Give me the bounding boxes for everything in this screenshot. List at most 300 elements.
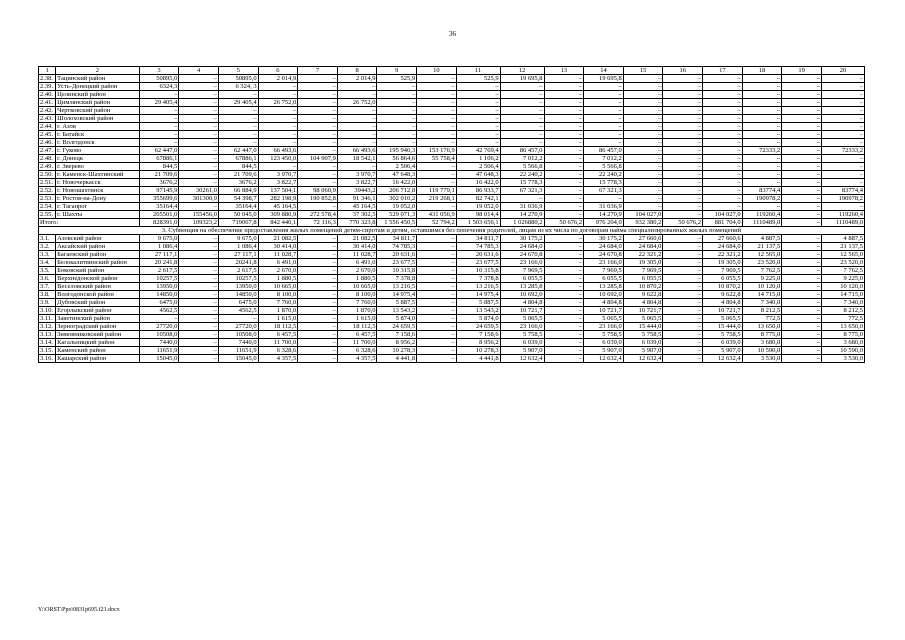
amount-cell: 24 659,5 [456,323,500,331]
amount-cell: 7440,0 [218,339,258,347]
amount-cell: 23 520,0 [821,259,864,267]
amount-cell: – [782,171,822,179]
column-number: 7 [298,67,338,75]
amount-cell: 2 617,5 [139,267,179,275]
amount-cell: – [623,99,663,107]
column-number: 2 [56,67,140,75]
table-row [39,267,865,275]
section-title-row [39,227,865,235]
amount-cell: – [544,251,584,259]
amount-cell: 13 543,2 [377,307,417,315]
amount-cell: 16 422,0 [456,179,500,187]
amount-cell: 14 975,4 [377,291,417,299]
amount-cell: – [544,283,584,291]
total-amount-cell: 719067,8 [218,219,258,227]
amount-cell: 29 405,4 [139,99,179,107]
amount-cell: 24 684,0 [623,243,663,251]
amount-cell: – [623,91,663,99]
amount-cell: – [663,139,703,147]
amount-cell: 2 014,9 [337,75,377,83]
section-title: 3. Субвенция на обеспечение предоставления жилых помещений детям-сиротам и детям, оставшимся без попечения родителей, лицам из их числа по договорам найма специализированных жилых помещений [39,227,865,235]
column-number: 12 [500,67,544,75]
amount-cell: 83774,4 [742,187,782,195]
amount-cell: – [456,83,500,91]
amount-cell: – [377,131,417,139]
amount-cell: – [663,163,703,171]
amount-cell: – [298,259,338,267]
amount-cell: – [703,147,743,155]
amount-cell: – [417,139,457,147]
amount-cell: 3 822,7 [258,179,298,187]
row-number: 2.47. [39,147,56,155]
amount-cell: 26 752,0 [258,99,298,107]
amount-cell: 47 648,3 [377,171,417,179]
amount-cell: – [298,171,338,179]
amount-cell: 11651,9 [139,347,179,355]
amount-cell: 8 100,0 [337,291,377,299]
amount-cell: 3 970,7 [258,171,298,179]
row-number: 2.51. [39,179,56,187]
total-amount-cell: 1 503 656,1 [456,219,500,227]
amount-cell: 67886,1 [218,155,258,163]
amount-cell: 47 648,3 [456,171,500,179]
amount-cell: – [417,267,457,275]
amount-cell: 10257,5 [139,275,179,283]
row-number: 2.43. [39,115,56,123]
amount-cell: – [821,139,864,147]
amount-cell: 772,5 [821,315,864,323]
amount-cell: 1 870,0 [337,307,377,315]
amount-cell: 15045,0 [218,355,258,363]
amount-cell: 18 542,1 [337,155,377,163]
amount-cell: 10 315,8 [456,267,500,275]
amount-cell: 13 650,0 [742,323,782,331]
amount-cell: 56 864,6 [377,155,417,163]
amount-cell: 5 758,5 [500,331,544,339]
total-amount-cell: 932 380,2 [623,219,663,227]
amount-cell: 24 684,0 [584,243,624,251]
row-number: 2.52. [39,187,56,195]
amount-cell: – [663,155,703,163]
amount-cell: 431 056,9 [417,211,457,219]
amount-cell: 7 969,5 [623,267,663,275]
amount-cell: – [782,163,822,171]
amount-cell: 10 120,0 [821,283,864,291]
amount-cell: – [623,107,663,115]
amount-cell: 74 785,3 [377,243,417,251]
amount-cell: – [417,75,457,83]
amount-cell: 10257,5 [218,275,258,283]
amount-cell: 4 804,8 [623,299,663,307]
amount-cell: – [821,83,864,91]
amount-cell: 6 039,0 [703,339,743,347]
amount-cell: – [544,139,584,147]
amount-cell: – [782,179,822,187]
amount-cell: – [703,99,743,107]
amount-cell: – [139,131,179,139]
amount-cell: 6 055,5 [500,275,544,283]
amount-cell: – [782,339,822,347]
amount-cell: 123 450,0 [258,155,298,163]
amount-cell: – [377,139,417,147]
amount-cell: – [742,139,782,147]
amount-cell: 22 321,2 [703,251,743,259]
amount-cell: – [337,139,377,147]
row-number: 2.46. [39,139,56,147]
amount-cell: 66 493,6 [337,147,377,155]
amount-cell: – [703,123,743,131]
budget-table [38,66,865,363]
amount-cell: – [179,75,219,83]
amount-cell: 8 212,5 [821,307,864,315]
amount-cell: – [500,139,544,147]
amount-cell: 14 715,0 [821,291,864,299]
column-number: 18 [742,67,782,75]
amount-cell: 22 240,2 [584,171,624,179]
amount-cell: – [544,171,584,179]
amount-cell: – [298,147,338,155]
amount-cell: – [417,123,457,131]
municipality-name: Кашарский район [56,355,140,363]
amount-cell: – [258,131,298,139]
amount-cell: 10 692,0 [584,291,624,299]
amount-cell: 6 039,0 [623,339,663,347]
amount-cell: – [179,123,219,131]
amount-cell: – [821,179,864,187]
amount-cell: 31 036,9 [584,203,624,211]
amount-cell: – [139,123,179,131]
amount-cell: – [703,195,743,203]
amount-cell: – [663,323,703,331]
amount-cell: – [179,139,219,147]
row-number: 3.15. [39,347,56,355]
amount-cell: – [584,123,624,131]
amount-cell: 10 315,8 [377,267,417,275]
amount-cell: 6 055,5 [584,275,624,283]
amount-cell: 5 758,5 [623,331,663,339]
municipality-name: Цимлянский район [56,99,140,107]
amount-cell: – [544,75,584,83]
amount-cell: 21 137,5 [742,243,782,251]
amount-cell: – [544,203,584,211]
amount-cell: 62 447,0 [218,147,258,155]
amount-cell: – [623,147,663,155]
amount-cell: – [417,179,457,187]
amount-cell: 72333,2 [742,147,782,155]
amount-cell: – [417,291,457,299]
amount-cell: – [544,147,584,155]
amount-cell: 2 014,9 [258,75,298,83]
amount-cell: – [623,83,663,91]
amount-cell: 137 504,1 [258,187,298,195]
amount-cell: 2 506,4 [456,163,500,171]
amount-cell: 24 684,0 [500,243,544,251]
amount-cell: 20 631,6 [377,251,417,259]
row-number: 2.48. [39,155,56,163]
table-row [39,195,865,203]
amount-cell: – [218,131,258,139]
table-row [39,131,865,139]
amount-cell: 1 086,4 [139,243,179,251]
table-row [39,307,865,315]
amount-cell: – [663,315,703,323]
amount-cell: 50 045,0 [218,211,258,219]
amount-cell: – [417,323,457,331]
amount-cell: 74 785,3 [456,243,500,251]
amount-cell: 355699,6 [139,195,179,203]
total-amount-cell: 881 704,0 [703,219,743,227]
amount-cell: – [544,307,584,315]
amount-cell: – [663,275,703,283]
amount-cell: – [298,163,338,171]
amount-cell: 4562,5 [218,307,258,315]
amount-cell: 6475,0 [139,299,179,307]
amount-cell: – [663,211,703,219]
amount-cell: – [663,331,703,339]
amount-cell: 3676,2 [139,179,179,187]
amount-cell: 12 565,0 [821,251,864,259]
amount-cell: 190978,2 [821,195,864,203]
amount-cell: 7 762,5 [821,267,864,275]
amount-cell: – [179,267,219,275]
amount-cell: – [298,323,338,331]
amount-cell: 10 721,7 [500,307,544,315]
amount-cell: – [139,115,179,123]
amount-cell: – [417,107,457,115]
total-amount-cell: 842 440,1 [258,219,298,227]
amount-cell: – [623,131,663,139]
amount-cell: 19 052,0 [456,203,500,211]
amount-cell: – [782,187,822,195]
table-row [39,251,865,259]
amount-cell: – [663,131,703,139]
amount-cell: 13 650,0 [821,323,864,331]
amount-cell: 19 695,8 [500,75,544,83]
amount-cell: 12 565,0 [742,251,782,259]
amount-cell: – [179,331,219,339]
municipality-name: г. Волгодонск [56,139,140,147]
amount-cell: 35164,4 [218,203,258,211]
amount-cell: 3 530,0 [821,355,864,363]
amount-cell: 10 120,0 [742,283,782,291]
amount-cell: – [337,115,377,123]
amount-cell: 529 071,3 [377,211,417,219]
amount-cell: – [218,91,258,99]
amount-cell: 10 721,7 [703,307,743,315]
amount-cell: – [417,99,457,107]
total-amount-cell: – [782,219,822,227]
amount-cell: – [663,299,703,307]
municipality-name: Зерноградский район [56,323,140,331]
amount-cell: – [821,123,864,131]
amount-cell: – [417,347,457,355]
amount-cell: – [337,123,377,131]
amount-cell: – [544,267,584,275]
amount-cell: 6 055,5 [703,275,743,283]
municipality-name: Кагальницкий район [56,339,140,347]
amount-cell: – [139,315,179,323]
amount-cell: – [298,347,338,355]
amount-cell: – [703,115,743,123]
amount-cell: 1 615,0 [337,315,377,323]
amount-cell: – [500,99,544,107]
amount-cell: – [663,115,703,123]
amount-cell: – [584,107,624,115]
municipality-name: Каменский район [56,347,140,355]
table-row [39,323,865,331]
amount-cell: – [663,291,703,299]
amount-cell: – [544,179,584,187]
table-row [39,331,865,339]
amount-cell: – [663,339,703,347]
amount-cell: – [663,347,703,355]
amount-cell: 9 622,8 [623,291,663,299]
amount-cell: – [663,107,703,115]
row-number: 3.16. [39,355,56,363]
amount-cell: – [584,139,624,147]
column-number: 16 [663,67,703,75]
amount-cell: 5 065,5 [703,315,743,323]
amount-cell: – [544,91,584,99]
amount-cell: 8 100,0 [258,291,298,299]
amount-cell: 844,5 [139,163,179,171]
total-amount-cell: 1 556 450,5 [377,219,417,227]
municipality-name: г. Донецк [56,155,140,163]
amount-cell: – [821,115,864,123]
amount-cell: – [663,235,703,243]
amount-cell: – [782,107,822,115]
amount-cell: 9 675,0 [139,235,179,243]
amount-cell: – [703,107,743,115]
amount-cell: – [742,131,782,139]
amount-cell: 50895,0 [139,75,179,83]
amount-cell: – [544,211,584,219]
amount-cell: – [742,99,782,107]
amount-cell: 7 762,5 [742,267,782,275]
amount-cell: – [782,99,822,107]
amount-cell: 8 956,2 [456,339,500,347]
amount-cell: 24 659,5 [377,323,417,331]
amount-cell: 18 112,5 [337,323,377,331]
row-number: 3.4. [39,259,56,267]
municipality-name: Азовский район [56,235,140,243]
amount-cell: – [623,187,663,195]
amount-cell: – [663,179,703,187]
amount-cell: 5 887,5 [456,299,500,307]
table-row [39,99,865,107]
amount-cell: 12 632,4 [703,355,743,363]
amount-cell: 27 660,6 [703,235,743,243]
table-row [39,123,865,131]
amount-cell: 7 340,0 [742,299,782,307]
amount-cell: 21 709,6 [218,171,258,179]
amount-cell: – [623,123,663,131]
amount-cell: 6 457,5 [337,331,377,339]
municipality-name: Дубовский район [56,299,140,307]
amount-cell: – [179,251,219,259]
amount-cell: – [298,91,338,99]
column-number: 9 [377,67,417,75]
amount-cell: – [417,251,457,259]
amount-cell: 11 700,0 [337,339,377,347]
table-row [39,339,865,347]
amount-cell: 6 491,0 [258,259,298,267]
table-row [39,107,865,115]
municipality-name: г. Ростов-на-Дону [56,195,140,203]
amount-cell: 12 632,4 [623,355,663,363]
amount-cell: 14850,0 [218,291,258,299]
file-path-footer: Y:\ORST\Ppo\0831p695.f21.docx [38,607,120,613]
amount-cell: 6 324, 3 [218,83,258,91]
amount-cell: 5 758,5 [703,331,743,339]
amount-cell: 27720,0 [139,323,179,331]
amount-cell: – [377,107,417,115]
amount-cell: 190 852,8 [298,195,338,203]
amount-cell: 72333,2 [821,147,864,155]
amount-cell: – [584,91,624,99]
amount-cell: – [179,203,219,211]
amount-cell: 13 285,8 [500,283,544,291]
amount-cell: – [623,163,663,171]
amount-cell: – [377,83,417,91]
total-row [39,219,865,227]
amount-cell: – [258,139,298,147]
amount-cell: – [417,315,457,323]
amount-cell: – [258,115,298,123]
amount-cell: 14 715,0 [742,291,782,299]
column-number: 5 [218,67,258,75]
amount-cell: – [456,91,500,99]
amount-cell: – [298,243,338,251]
amount-cell: – [258,123,298,131]
amount-cell: 10 721,7 [584,307,624,315]
amount-cell: – [663,243,703,251]
municipality-name: г. Новошахтинск [56,187,140,195]
amount-cell: 26 752,0 [337,99,377,107]
amount-cell: 4562,5 [139,307,179,315]
amount-cell: 39443,2 [337,187,377,195]
municipality-name: Усть-Донецкий район [56,83,140,91]
amount-cell: 7 158,6 [377,331,417,339]
amount-cell: – [456,131,500,139]
amount-cell: – [179,131,219,139]
amount-cell: 23 166,0 [584,259,624,267]
amount-cell: 282 198,9 [258,195,298,203]
amount-cell: – [782,155,822,163]
amount-cell: – [417,83,457,91]
table-row [39,355,865,363]
amount-cell: 5 907,0 [500,347,544,355]
amount-cell: – [544,315,584,323]
amount-cell: – [623,155,663,163]
municipality-name: г. Шахты [56,211,140,219]
row-number: 3.10. [39,307,56,315]
row-number: 2.45. [39,131,56,139]
row-number: 3.9. [39,299,56,307]
amount-cell: 5 907,0 [703,347,743,355]
amount-cell: 119260,4 [742,211,782,219]
amount-cell: 13 543,2 [456,307,500,315]
amount-cell: – [821,131,864,139]
amount-cell: 11 700,0 [258,339,298,347]
amount-cell: 7 969,5 [703,267,743,275]
amount-cell: 20241,8 [218,259,258,267]
amount-cell: – [663,251,703,259]
amount-cell: 22 321,2 [623,251,663,259]
amount-cell: – [544,195,584,203]
amount-cell: – [298,307,338,315]
amount-cell: – [417,131,457,139]
